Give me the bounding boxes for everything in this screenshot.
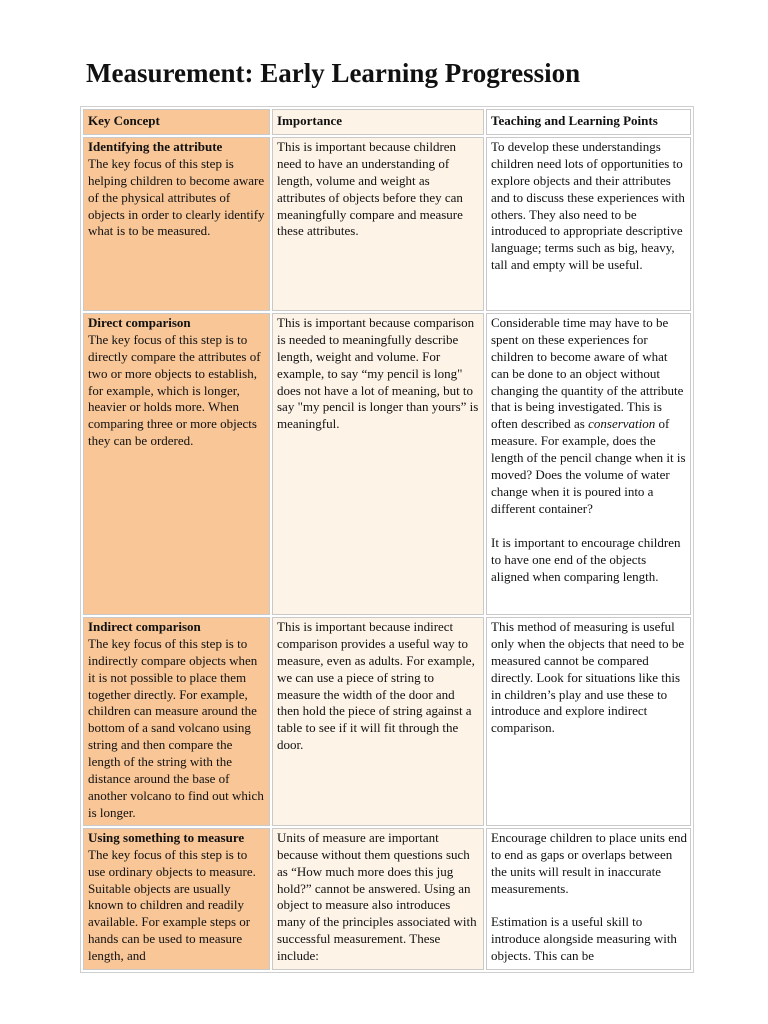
teaching-text-part: of measure. For example, does the length of the pencil change when it is moved? Does the volume of water change when it is poured into a different container? — [491, 416, 686, 516]
header-teaching: Teaching and Learning Points — [486, 109, 691, 135]
key-concept-cell — [83, 828, 270, 970]
header-key-concept: Key Concept — [83, 109, 270, 135]
teaching-cell — [486, 617, 691, 826]
importance-cell — [272, 137, 484, 311]
teaching-cell — [486, 313, 691, 615]
concept-text: The key focus of this step is to use ordinary objects to measure. Suitable objects are usually known to children and readily available. For example steps or hands can be used to measure length, and — [88, 846, 256, 964]
importance-text: This is important because indirect comparison provides a useful way to measure, even as adults. For example, we can use a piece of string to measure the width of the door and then hold the piece of string against a table to see if it will fit through the door. — [277, 618, 475, 753]
importance-cell — [272, 828, 484, 970]
table-row — [83, 617, 691, 826]
importance-cell — [272, 313, 484, 615]
importance-text: Units of measure are important because without them questions such as “How much more does this jug hold?” cannot be answered. Using an object to measure also introduces many of the principles associated with successful measurement. These include: — [277, 829, 477, 964]
concept-text: The key focus of this step is helping children to become aware of the physical attributes of objects in order to clearly identify what is to be measured. — [88, 155, 265, 239]
table-row — [83, 137, 691, 311]
table-row — [83, 313, 691, 615]
teaching-cell — [486, 137, 691, 311]
concept-title: Using something to measure — [88, 829, 245, 845]
teaching-text — [491, 315, 687, 518]
concept-title: Direct comparison — [88, 314, 191, 330]
teaching-cell — [486, 828, 691, 970]
table-header-row — [83, 109, 691, 135]
teaching-text: This method of measuring is useful only when the objects that need to be measured cannot be compared directly. Look for situations like this in children’s play and use these to introduce and explore indirect comparison. — [491, 618, 685, 736]
concept-text: The key focus of this step is to directly compare the attributes of two or more objects to establish, for example, which is longer, heavier or holds more. When comparing three or more objects they can be ordered. — [88, 331, 261, 449]
teaching-text: Estimation is a useful skill to introduce alongside measuring with objects. This can be — [491, 914, 677, 964]
importance-cell — [272, 617, 484, 826]
key-concept-cell — [83, 313, 270, 615]
teaching-text: To develop these understandings children need lots of opportunities to explore objects and their attributes and to discuss these experiences with others. They also need to be introduced to appropriate descriptive language; terms such as big, heavy, tall and empty will be useful. — [491, 138, 685, 273]
teaching-text-part: Considerable time may have to be spent on these experiences for children to become aware of what can be done to an object without changing the quantity of the attribute that is being investigated. This is often described as — [491, 314, 684, 432]
concept-title: Indirect comparison — [88, 618, 201, 634]
concept-text: The key focus of this step is to indirectly compare objects when it is not possible to place them together directly. For example, children can measure around the bottom of a sand volcano using string and then compare the length of the string with the distance around the base of another volcano to find out which is longer. — [88, 635, 264, 820]
key-concept-cell — [83, 617, 270, 826]
page-title: Measurement: Early Learning Progression — [86, 58, 581, 88]
teaching-text: Encourage children to place units end to end as gaps or overlaps between the units will result in inaccurate measurements. — [491, 829, 688, 896]
conservation-term: conservation — [588, 416, 656, 432]
teaching-text: It is important to encourage children to have one end of the objects aligned when comparing length. — [491, 534, 681, 584]
key-concept-cell — [83, 137, 270, 311]
table-row — [83, 828, 691, 970]
importance-text: This is important because comparison is needed to meaningfully describe length, weight and volume. For example, to say “my pencil is long" does not have a lot of meaning, but to say "my pencil is longer than yours” is meaningful. — [277, 314, 479, 432]
progression-table — [80, 106, 694, 973]
importance-text: This is important because children need to have an understanding of length, volume and weight as attributes of objects before they can meaningfully compare and measure these attributes. — [277, 138, 463, 239]
concept-title: Identifying the attribute — [88, 138, 223, 154]
header-importance: Importance — [272, 109, 484, 135]
